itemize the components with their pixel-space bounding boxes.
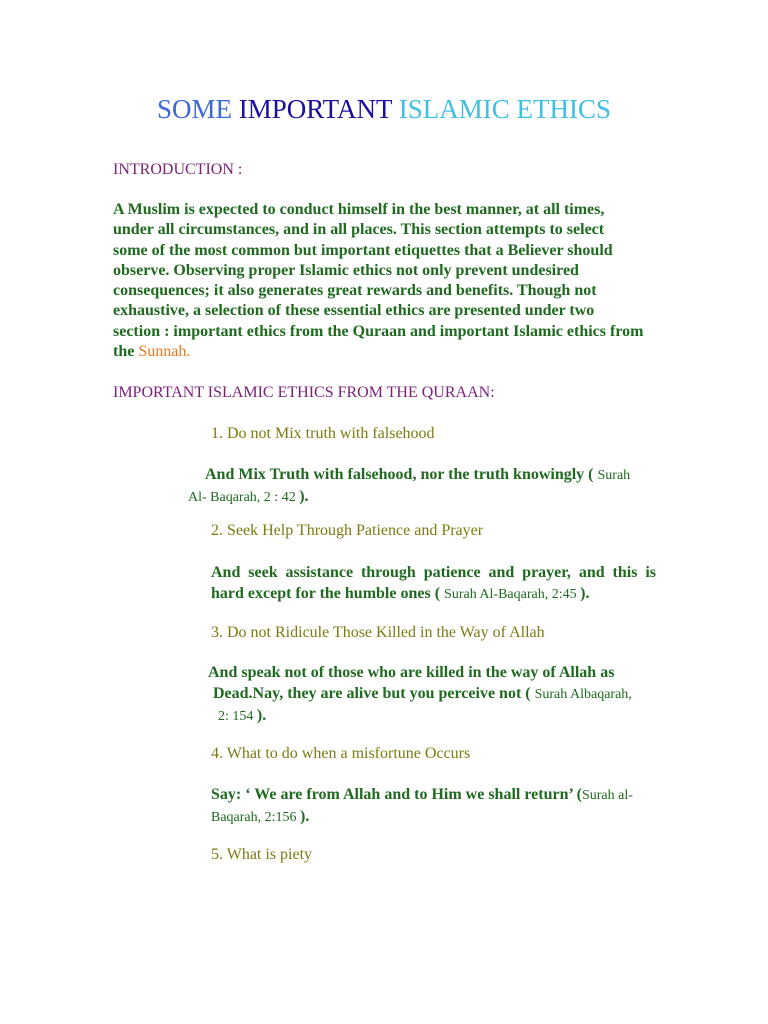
sunnah-word: Sunnah.	[138, 343, 191, 361]
verse-reference: Surah	[597, 468, 631, 483]
item-5-title: 5. What is piety	[211, 846, 313, 863]
title-some: SOME	[156, 94, 232, 124]
verse-reference: Baqarah, 2:156	[211, 810, 301, 825]
title-important: IMPORTANT	[238, 94, 392, 124]
intro-line	[113, 342, 673, 362]
introduction-paragraph	[113, 200, 673, 362]
item-4-verse	[211, 784, 633, 828]
verse-close: ).	[580, 585, 590, 602]
verse-text: And Mix Truth with falsehood, nor the truth knowingly (	[205, 466, 598, 483]
verse-reference: Al- Baqarah, 2 : 42	[188, 490, 300, 505]
verse-line	[211, 806, 633, 828]
verse-close: ).	[299, 488, 309, 505]
intro-line: under all circumstances, and in all places. This section attempts to select	[113, 221, 605, 239]
item-3-verse	[208, 662, 632, 727]
verse-line: And speak not of those who are killed in the way of Allah as	[208, 664, 615, 681]
verse-reference: Surah Al-Baqarah, 2:45	[444, 587, 581, 602]
intro-line: exhaustive, a selection of these essential ethics are presented under two	[113, 302, 595, 320]
intro-line: observe. Observing proper Islamic ethics not only prevent undesired	[113, 261, 579, 279]
verse-line	[188, 486, 630, 508]
verse-close: ).	[256, 707, 267, 724]
intro-line: section : important ethics from the Quraan and important Islamic ethics from	[113, 322, 644, 340]
intro-line: consequences; it also generates great rewards and benefits. Though not	[113, 282, 597, 300]
item-2-verse	[211, 562, 656, 605]
verse-reference: Surah al-	[581, 788, 633, 803]
document-title	[0, 92, 768, 126]
verse-reference: 2: 154	[218, 709, 257, 724]
intro-line: A Muslim is expected to conduct himself in the best manner, at all times,	[113, 201, 605, 218]
verse-close: ).	[300, 808, 310, 825]
verse-text: Dead.Nay, they are alive but you perceive not (	[213, 685, 535, 702]
intro-line: some of the most common but important etiquettes that a Believer should	[113, 241, 613, 259]
item-4-title: 4. What to do when a misfortune Occurs	[211, 745, 471, 762]
quraan-section-heading: IMPORTANT ISLAMIC ETHICS FROM THE QURAAN:	[113, 384, 495, 401]
verse-text: Say: ‘ We are from Allah and to Him we shall return’ (	[211, 786, 582, 803]
verse-reference: Surah Albaqarah,	[534, 687, 632, 702]
item-1-verse	[188, 464, 630, 508]
verse-line: And seek assistance through patience and prayer, and this is	[211, 564, 656, 581]
verse-text: hard except for the humble ones (	[211, 585, 445, 602]
verse-line	[208, 705, 632, 727]
verse-line	[211, 583, 656, 605]
item-2-title: 2. Seek Help Through Patience and Prayer	[211, 522, 484, 539]
verse-line	[208, 683, 632, 705]
title-islamic-ethics: ISLAMIC ETHICS	[398, 94, 611, 124]
introduction-heading: INTRODUCTION :	[113, 161, 243, 178]
item-1-title: 1. Do not Mix truth with falsehood	[211, 425, 435, 442]
verse-line	[188, 464, 630, 486]
intro-last-prefix: the	[113, 343, 139, 361]
verse-line	[211, 784, 633, 806]
item-3-title: 3. Do not Ridicule Those Killed in the Way of Allah	[211, 624, 545, 641]
